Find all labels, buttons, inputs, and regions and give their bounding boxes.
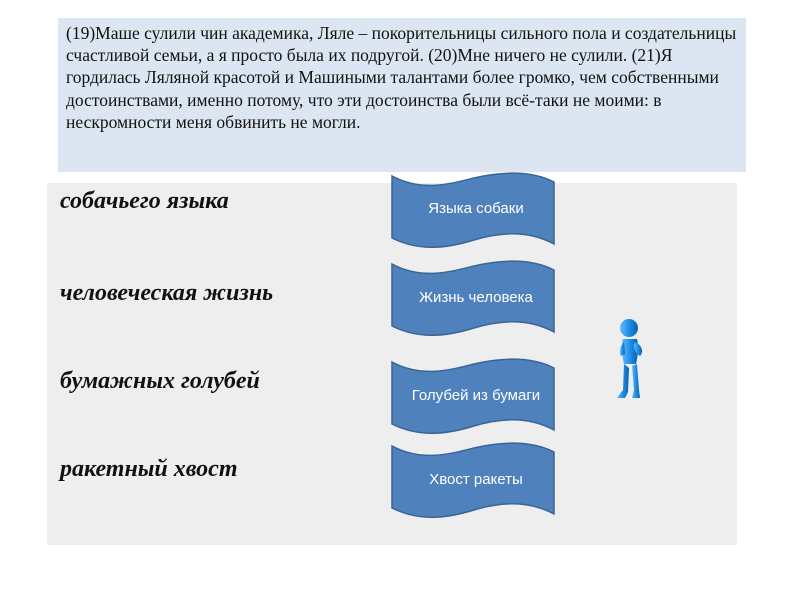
phrase-item: [50, 456, 238, 483]
wave-flag-answer[interactable]: [388, 358, 558, 440]
phrase-item: [50, 280, 273, 307]
phrase-text: бумажных голубей: [60, 368, 260, 394]
wave-flag-answer[interactable]: [388, 442, 558, 524]
flag-label: Языка собаки: [428, 199, 524, 217]
flag-label: Голубей из бумаги: [411, 386, 541, 404]
wave-flag-answer[interactable]: [388, 172, 558, 254]
phrase-text: человеческая жизнь: [60, 280, 274, 306]
flag-label: Жизнь человека: [419, 288, 533, 306]
wave-flag-answer[interactable]: [388, 260, 558, 342]
phrase-item: [50, 368, 260, 395]
thinking-person-icon: [612, 318, 652, 402]
passage-text: (19)Маше сулили чин академика, Ляле – покорительницы сильного пола и создательницы счастливой семьи, а я просто была их подругой. (20)Мне ничего не сулили. (21)Я гордилась Ляляной красотой и Машиными талантами более громко, чем собственными достоинствами, именно потому, что эти достоинства были всё-таки не моими: в нескромности меня обвинить не могли.: [58, 18, 746, 172]
phrase-text: ракетный хвост: [60, 456, 238, 482]
flag-label: Хвост ракеты: [429, 470, 523, 488]
phrase-item: [50, 188, 229, 215]
phrase-text: собачьего языка: [60, 188, 229, 214]
